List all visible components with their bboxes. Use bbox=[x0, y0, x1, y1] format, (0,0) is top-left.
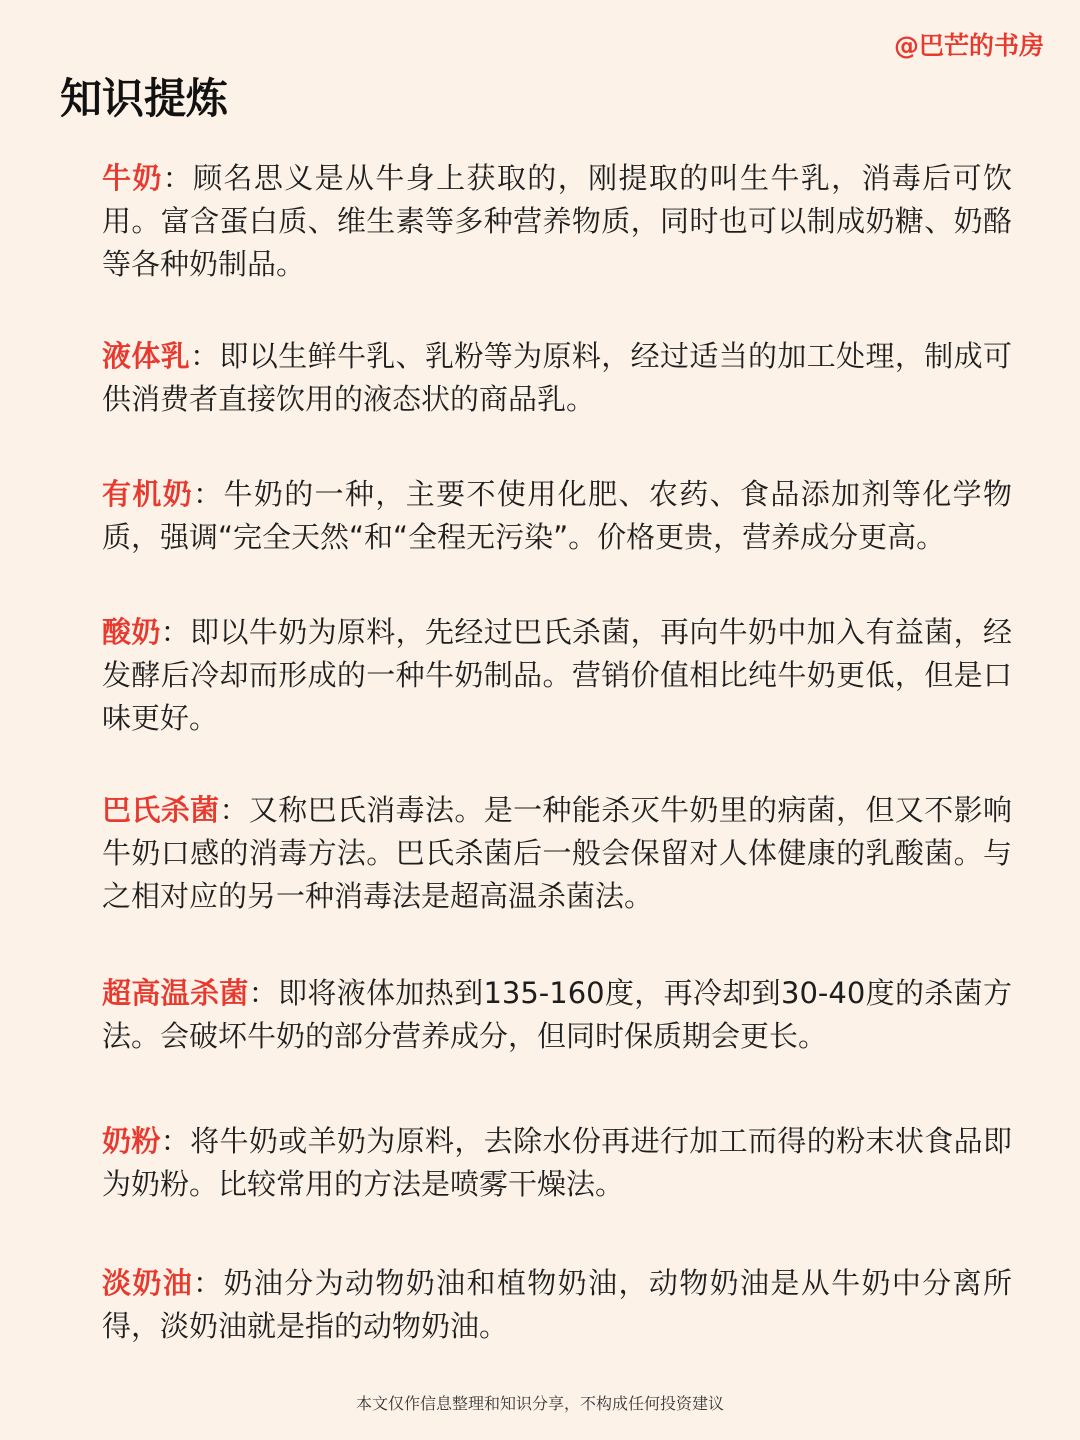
term-separator: ： bbox=[162, 161, 194, 195]
entry-liquid-milk bbox=[102, 335, 1012, 421]
term-separator: ： bbox=[193, 477, 224, 511]
term-definition: 牛奶的一种，主要不使用化肥、农药、食品添加剂等化学物质，强调“完全天然“和“全程无污染”。价格更贵，营养成分更高。 bbox=[102, 477, 1012, 554]
entry-pasteurization bbox=[102, 789, 1012, 918]
term-separator: ： bbox=[160, 615, 191, 649]
entry-uht bbox=[102, 972, 1012, 1058]
term-definition: 又称巴氏消毒法。是一种能杀灭牛奶里的病菌，但又不影响牛奶口感的消毒方法。巴氏杀菌后一般会保留对人体健康的乳酸菌。与之相对应的另一种消毒法是超高温杀菌法。 bbox=[102, 793, 1012, 913]
term-definition: 奶油分为动物奶油和植物奶油，动物奶油是从牛奶中分离所得，淡奶油就是指的动物奶油。 bbox=[102, 1266, 1012, 1343]
term-definition: 即以生鲜牛乳、乳粉等为原料，经过适当的加工处理，制成可供消费者直接饮用的液态状的商品乳。 bbox=[102, 339, 1012, 416]
term-label: 超高温杀菌 bbox=[102, 976, 249, 1010]
entry-yogurt bbox=[102, 611, 1012, 740]
term-label: 液体乳 bbox=[102, 339, 191, 373]
term-definition: 将牛奶或羊奶为原料，去除水份再进行加工而得的粉末状食品即为奶粉。比较常用的方法是喷雾干燥法。 bbox=[102, 1124, 1012, 1201]
term-label: 有机奶 bbox=[102, 477, 194, 511]
page-title: 知识提炼 bbox=[60, 74, 229, 123]
term-separator: ： bbox=[248, 976, 279, 1010]
term-label: 淡奶油 bbox=[102, 1266, 194, 1300]
term-label: 巴氏杀菌 bbox=[102, 793, 220, 827]
term-label: 牛奶 bbox=[102, 161, 163, 195]
term-definition: 顾名思义是从牛身上获取的，刚提取的叫生牛乳，消毒后可饮用。富含蛋白质、维生素等多种营养物质，同时也可以制成奶糖、奶酪等各种奶制品。 bbox=[102, 161, 1012, 281]
disclaimer-footer: 本文仅作信息整理和知识分享，不构成任何投资建议 bbox=[355, 1394, 724, 1413]
term-separator: ： bbox=[193, 1266, 224, 1300]
term-separator: ： bbox=[190, 339, 220, 373]
entry-cream bbox=[102, 1262, 1012, 1348]
entry-milk-powder bbox=[102, 1120, 1012, 1206]
term-definition: 即以牛奶为原料，先经过巴氏杀菌，再向牛奶中加入有益菌，经发酵后冷却而形成的一种牛奶制品。营销价值相比纯牛奶更低，但是口味更好。 bbox=[102, 615, 1012, 735]
term-label: 酸奶 bbox=[102, 615, 161, 649]
term-separator: ： bbox=[219, 793, 249, 827]
watermark: @巴芒的书房 bbox=[893, 31, 1044, 60]
entry-milk bbox=[102, 157, 1012, 286]
term-definition: 即将液体加热到135-160度，再冷却到30-40度的杀菌方法。会破坏牛奶的部分营养成分，但同时保质期会更长。 bbox=[102, 976, 1012, 1053]
term-separator: ： bbox=[160, 1124, 191, 1158]
entry-organic-milk bbox=[102, 473, 1012, 559]
term-label: 奶粉 bbox=[102, 1124, 161, 1158]
